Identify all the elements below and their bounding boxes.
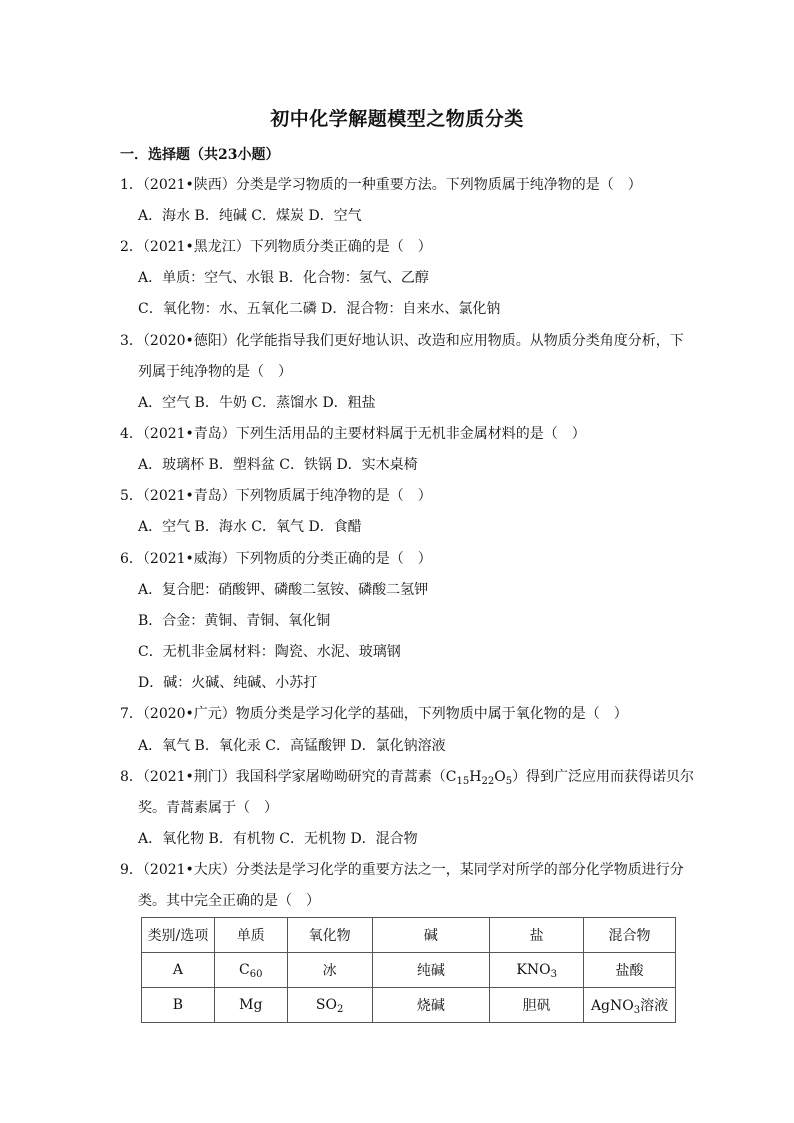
formula-subscript: 15 [456,776,470,787]
table-header: 碱 [372,918,490,953]
question-6-option-d[interactable]: D．碱：火碱、纯碱、小苏打 [138,675,318,691]
formula-element: H [469,769,482,785]
section-heading: 一．选择题（共23小题） [120,147,280,163]
question-3-stem: 3．（2020•德阳）化学能指导我们更好地认识、改造和应用物质。从物质分类角度分析，下 [120,333,684,349]
question-1-options[interactable]: A．海水 B．纯碱 C．煤炭 D．空气 [138,208,362,224]
table-cell-oxide: $SO_2$ [287,988,372,1023]
question-1-stem: 1．（2021•陕西）分类是学习物质的一种重要方法。下列物质属于纯净物的是（ ） [120,177,642,193]
table-cell-oxide: 冰 [287,953,372,988]
table-header: 混合物 [584,918,676,953]
table-cell-option: A [142,953,215,988]
question-8-stem-a: 8．（2021•荆门）我国科学家屠呦呦研究的青蒿素（C [120,769,457,785]
table-cell-mixture: 盐酸 [584,953,676,988]
table-cell-salt: 胆矾 [490,988,584,1023]
formula-subscript: 5 [505,776,513,787]
table-header: 氧化物 [287,918,372,953]
question-5-options[interactable]: A．空气 B．海水 C．氧气 D．食醋 [138,519,362,535]
table-cell-mixture: AgNO$_3$溶液 [584,988,676,1023]
table-cell-element: $C_{60}$ [214,953,287,988]
table-cell-option: B [142,988,215,1023]
question-6-option-a[interactable]: A．复合肥：硝酸钾、磷酸二氢铵、磷酸二氢钾 [138,582,429,598]
formula-subscript: 22 [481,776,495,787]
question-2-stem: 2．（2021•黑龙江）下列物质分类正确的是（ ） [120,239,432,255]
table-header-row [142,918,676,953]
question-3-stem-cont: 列属于纯净物的是（ ） [138,364,292,380]
question-6-option-c[interactable]: C．无机非金属材料：陶瓷、水泥、玻璃钢 [138,644,401,660]
question-8-options[interactable]: A．氧化物 B．有机物 C．无机物 D．混合物 [138,831,418,847]
table-header: 单质 [214,918,287,953]
formula-element: O [494,769,506,785]
table-cell-base: 烧碱 [372,988,490,1023]
question-8-stem-b: ）得到广泛应用而获得诺贝尔 [512,769,695,785]
question-9-stem: 9．（2021•大庆）分类法是学习化学的重要方法之一，某同学对所学的部分化学物质进行分 [120,862,684,878]
table-header: 盐 [490,918,584,953]
question-2-options-ab[interactable]: A．单质：空气、水银 B．化合物：氢气、乙醇 [138,270,429,286]
question-6-option-b[interactable]: B．合金：黄铜、青铜、氧化铜 [138,613,331,629]
question-4-stem: 4．（2021•青岛）下列生活用品的主要材料属于无机非金属材料的是（ ） [120,426,586,442]
question-5-stem: 5．（2021•青岛）下列物质属于纯净物的是（ ） [120,488,432,504]
question-4-options[interactable]: A．玻璃杯 B．塑料盆 C．铁锅 D．实木桌椅 [138,457,418,473]
table-row[interactable] [142,953,676,988]
page-title: 初中化学解题模型之物质分类 [270,108,524,130]
table-cell-element: Mg [214,988,287,1023]
table-cell-salt: $KNO_3$ [490,953,584,988]
question-2-options-cd[interactable]: C．氧化物：水、五氧化二磷 D．混合物：自来水、氯化钠 [138,301,501,317]
classification-table [141,917,676,1023]
question-3-options[interactable]: A．空气 B．牛奶 C．蒸馏水 D．粗盐 [138,395,376,411]
table-row[interactable] [142,988,676,1023]
question-7-stem: 7．（2020•广元）物质分类是学习化学的基础，下列物质中属于氧化物的是（ ） [120,706,628,722]
table-header: 类别/选项 [142,918,215,953]
question-6-stem: 6．（2021•威海）下列物质的分类正确的是（ ） [120,551,432,567]
question-9-stem-cont: 类。其中完全正确的是（ ） [138,893,320,909]
question-8-stem [120,767,694,787]
question-8-stem-cont: 奖。青蒿素属于（ ） [138,800,278,816]
table-cell-base: 纯碱 [372,953,490,988]
question-7-options[interactable]: A．氧气 B．氧化汞 C．高锰酸钾 D．氯化钠溶液 [138,738,446,754]
